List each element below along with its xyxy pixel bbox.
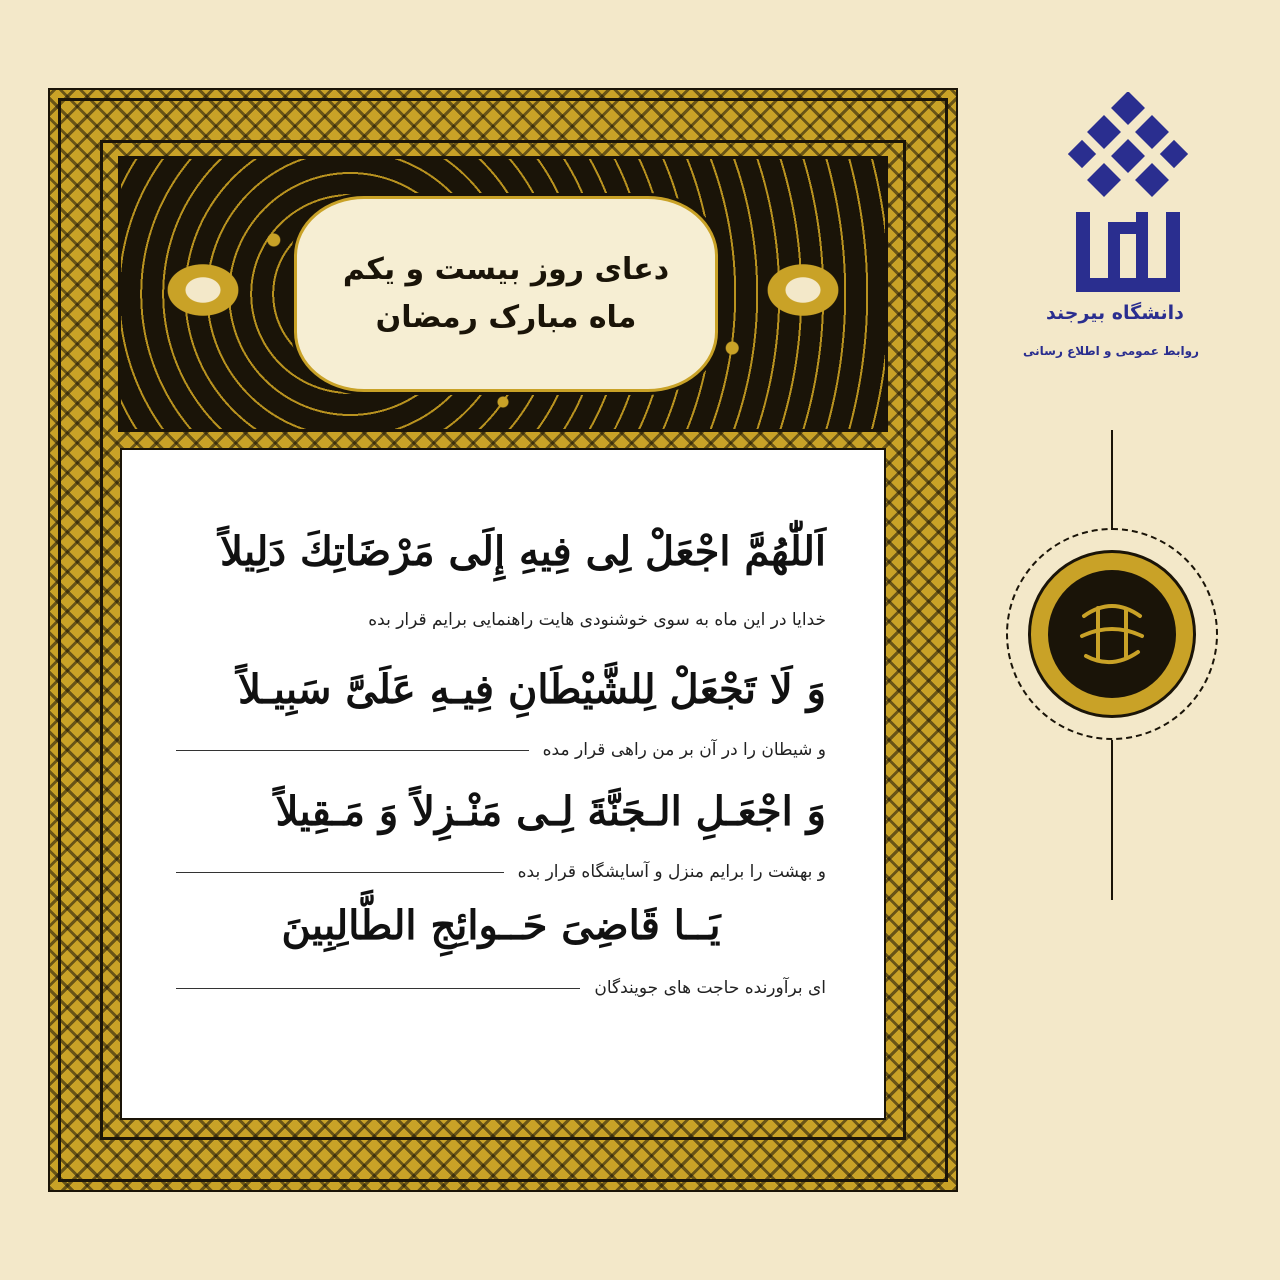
prayer-translation-1 [176,610,826,630]
calligraphy-glyph-icon [1064,586,1160,682]
prayer-translation-2 [176,740,826,760]
prayer-arabic-line-3: وَ اجْعَـلِ الـجَنَّةَ لِـی مَنْـزِلاً وَ مَـقِیلاً [275,788,826,835]
prayer-translation-4 [176,978,826,998]
translation-text-4: ای برآورنده حاجت های جویندگان [594,978,826,998]
prayer-arabic-line-2: وَ لَا تَجْعَلْ لِلشَّیْطَانِ فِیـهِ عَلَیَّ سَبِیـلاً [238,666,826,713]
prayer-content-panel [120,448,886,1120]
ornament-line-top [1111,430,1113,530]
translation-text-1: خدایا در این ماه به سوی خوشنودی هایت راهنمایی برایم قرار بده [368,610,826,630]
title-line-1: دعای روز بیست و یکم [342,252,670,287]
divider-rule [176,988,580,989]
university-name: دانشگاه بیرجند [1046,302,1184,324]
prayer-arabic-line-1: اَللّٰهُمَّ اجْعَلْ لِی فِیهِ إِلَی مَرْضَاتِكَ دَلِیلاً [220,528,826,575]
translation-text-2: و شیطان را در آن بر من راهی قرار مده [542,740,826,760]
ornament-line-bottom [1111,740,1113,900]
university-knot-logo-icon [1068,92,1188,302]
department-name: روابط عمومی و اطلاع رسانی [1023,344,1199,358]
divider-rule [176,872,504,873]
title-line-2: ماه مبارک رمضان [375,300,637,335]
calligraphy-medallion-icon [1048,570,1176,698]
prayer-translation-3 [176,862,826,882]
translation-text-3: و بهشت را برایم منزل و آسایشگاه قرار بده [517,862,826,882]
divider-rule [176,750,529,751]
prayer-arabic-line-4: یَــا قَاضِیَ حَــوائِجِ الطَّالِبِینَ [281,902,721,949]
right-rosette-icon [748,250,858,330]
title-cartouche [294,196,718,392]
left-rosette-icon [148,250,258,330]
